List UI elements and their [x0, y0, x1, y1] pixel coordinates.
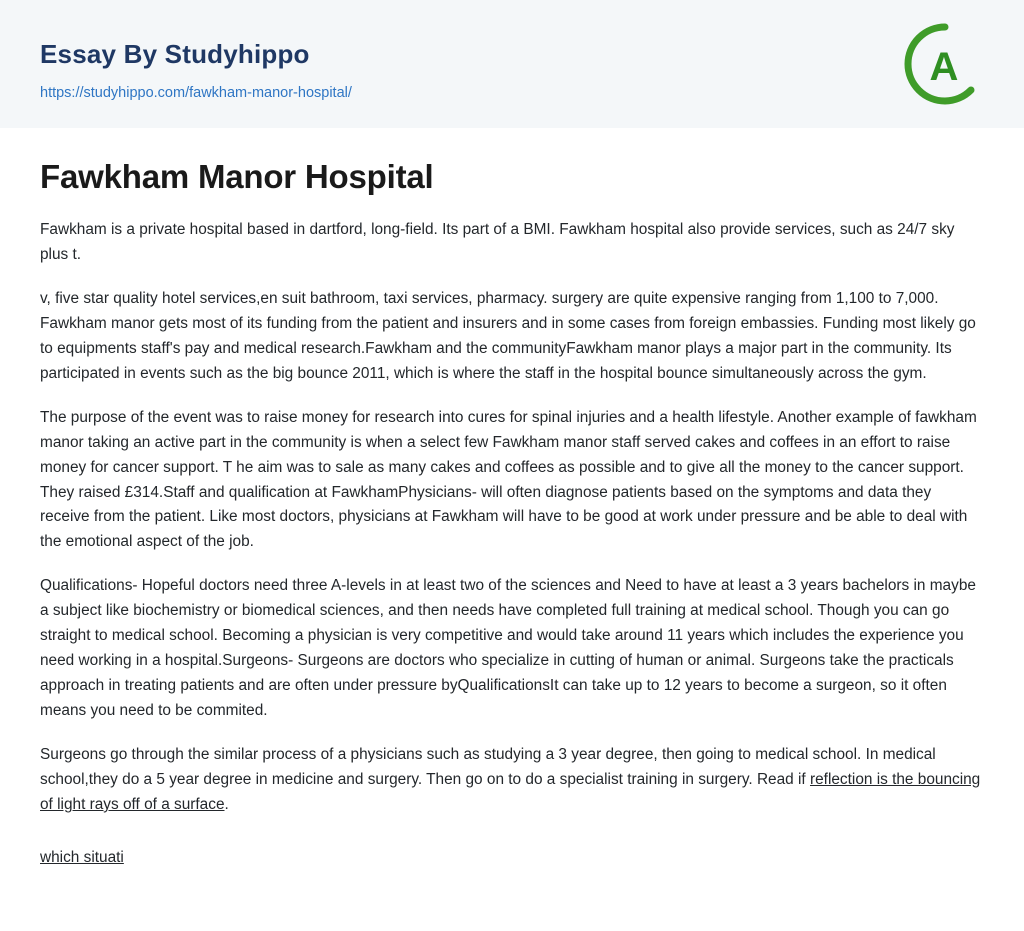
paragraph: Fawkham is a private hospital based in dartford, long-field. Its part of a BMI. Fawkham hospital also provide services, such as 24/7 sky plus t. [40, 220, 955, 263]
paragraph: v, five star quality hotel services,en suit bathroom, taxi services, pharmacy. surgery are quite expensive ranging from 1,100 to 7,000. Fawkham manor gets most of its funding from the patient and insurers and in some cases from foreign embassies. Funding most likely go to equipments staff's pay and medical research.Fawkham and the communityFawkham manor plays a major part in the community. Its participated in events such as the big bounce 2011, which is where the staff in the hospital bounce simultaneously across the gym. [40, 289, 976, 382]
paragraph-with-link [40, 743, 984, 818]
site-header [0, 0, 1024, 128]
studyhippo-circle-a-logo-icon [901, 20, 989, 108]
essay-content [0, 128, 1024, 911]
svg-text:A: A [929, 45, 959, 89]
paragraph: Qualifications- Hopeful doctors need three A-levels in at least two of the sciences and Need to have at least a 3 years bachelors in maybe a subject like biochemistry or biomedical sciences, and then needs have completed full training at medical school. Though you can go straight to medical school. Becoming a physician is very competitive and would take around 11 years which includes the experience you need working in a hospital.Surgeons- Surgeons are doctors who specialize in cutting of human or animal. Surgeons take the practicals approach in treating patients and are often under pressure byQualificationsIt can take up to 12 years to become a surgeon, so it often means you need to be commited. [40, 577, 976, 720]
page-title: Fawkham Manor Hospital [40, 158, 434, 195]
inline-related-article-link[interactable]: reflection is the bouncing of light rays off of a surface [40, 771, 981, 813]
source-url-link[interactable]: https://studyhippo.com/fawkham-manor-hospital/ [40, 85, 352, 101]
paragraph-lead-text: Surgeons go through the similar process of a physicians such as studying a 3 year degree, then going to medical school. In medical school,they do a 5 year degree in medicine and surgery. Then go on to do a specialist training in surgery. Read if [40, 746, 936, 789]
paragraph-trailing-text: . [224, 796, 229, 813]
site-brand: Essay By Studyhippo [40, 39, 310, 69]
truncated-tail-link[interactable]: which situati [40, 848, 124, 866]
paragraph: The purpose of the event was to raise money for research into cures for spinal injuries and a health lifestyle. Another example of fawkham manor taking an active part in the community is when a select few Fawkham manor staff served cakes and coffees in an effort to raise money for cancer support. T he aim was to sale as many cakes and coffees as possible and to give all the money to the cancer support. They raised £314.Staff and qualification at FawkhamPhysicians- will often diagnose patients based on the symptoms and data they receive from the patient. Like most doctors, physicians at Fawkham will have to be good at work under pressure and be able to deal with the emotional aspect of the job. [40, 408, 977, 551]
